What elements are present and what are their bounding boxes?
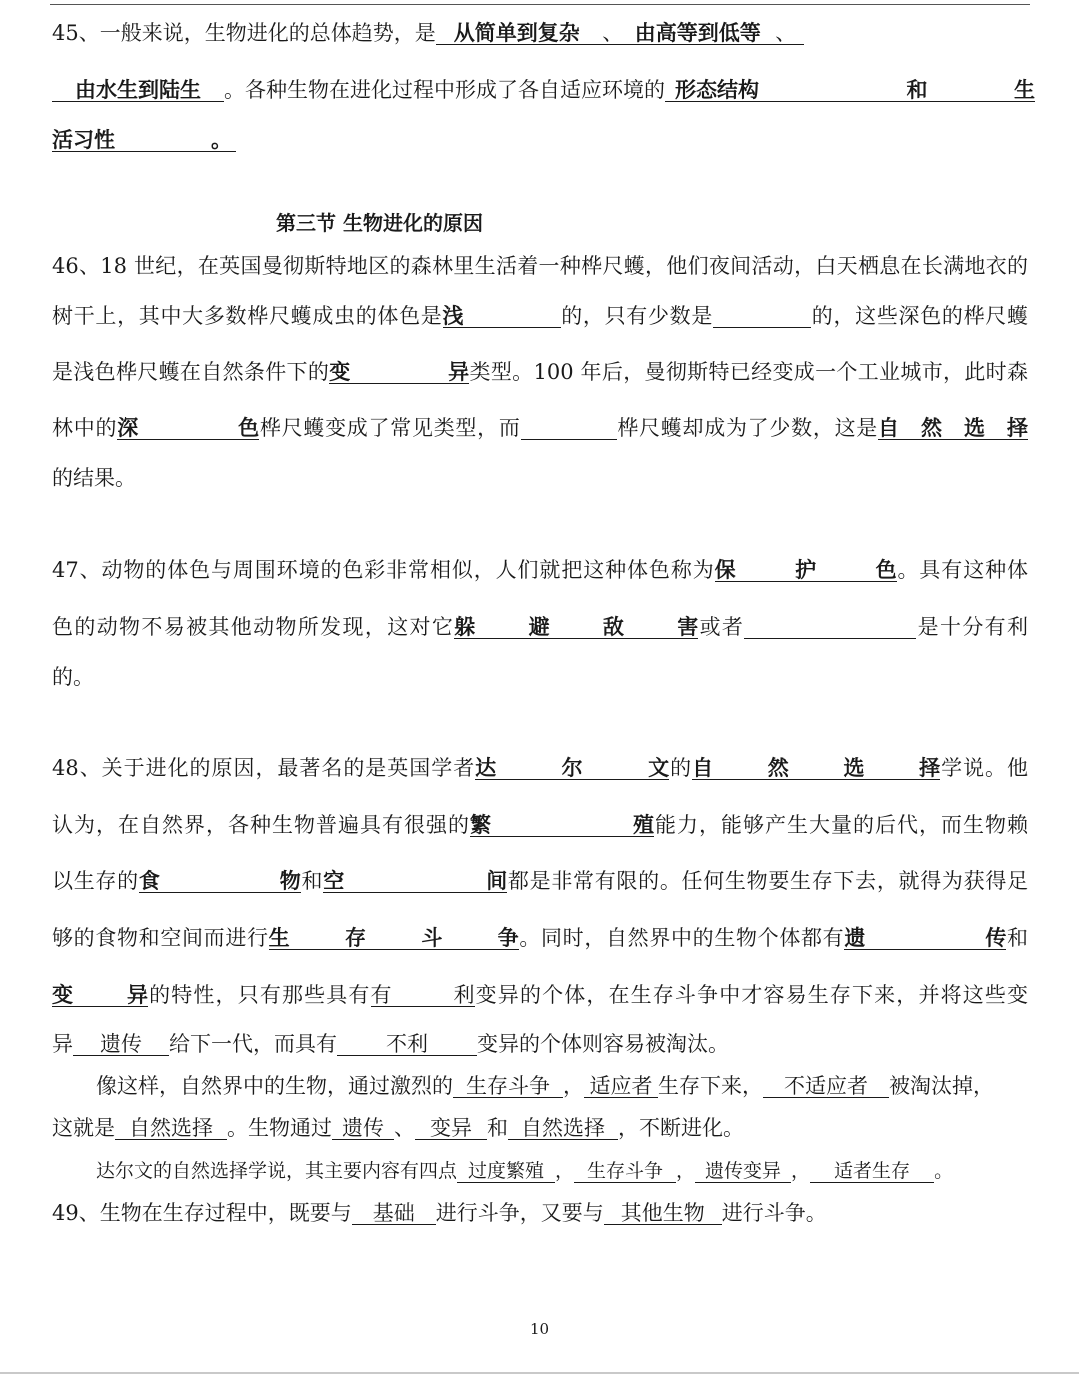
q48-text-9e: 。 — [934, 1160, 954, 1182]
q47-text-2b: 或者 — [698, 615, 745, 639]
q48-answer-12: 生存斗争 — [453, 1075, 563, 1098]
q48-answer-18: 自然选择 — [508, 1117, 618, 1140]
q46-answer-3: 深色 — [117, 416, 260, 440]
q45-he: 和 — [867, 79, 967, 102]
q46-text-3a: 是浅色桦尺蠖在自然条件下的 — [52, 360, 330, 384]
q48-text-3a: 以生存的 — [52, 869, 139, 893]
q48-answer-9: 有利 — [370, 983, 475, 1007]
q48-line-9 — [96, 1156, 1028, 1186]
q48-answer-5: 空间 — [323, 869, 508, 893]
q48-text-3c: 都是非常有限的。任何生物要生存下去，就得为获得足 — [507, 869, 1029, 893]
bottom-edge — [0, 1372, 1079, 1374]
q48-text-5a: 的特性，只有那些具有 — [148, 983, 371, 1007]
q48-answer-8: 变异 — [52, 983, 148, 1007]
q48-line-7 — [96, 1071, 1028, 1101]
q48-answer-15: 自然选择 — [115, 1117, 227, 1140]
q47-line-3: 的。 — [52, 665, 94, 689]
q45-answer-1: 从简单到复杂 — [436, 22, 598, 45]
q46-text-2b: 的，只有少数是 — [560, 304, 714, 328]
q49-line-1 — [52, 1198, 1028, 1228]
q45-sep-1: 、 — [598, 22, 628, 45]
q45-line-1 — [52, 18, 1028, 48]
q45-answer-2: 由高等到低等 — [628, 22, 768, 45]
q47-line-1 — [52, 555, 1028, 585]
q45-text-2: 。各种生物在进化过程中形成了各自适应环境的 — [224, 78, 665, 102]
q48-answer-19: 过度繁殖 — [457, 1160, 555, 1183]
q48-answer-17: 变异 — [415, 1117, 487, 1140]
q48-line-6 — [52, 1029, 1028, 1059]
q48-text-8a: 这就是 — [52, 1116, 115, 1140]
q46-text-2c: 的，这些深色的桦尺蠖 — [811, 304, 1029, 328]
q48-text-4a: 够的食物和空间而进行 — [52, 926, 269, 950]
q45-line-3 — [52, 125, 1028, 155]
q48-text-7c: 生存下来， — [658, 1074, 763, 1098]
q46-line-5: 的结果。 — [52, 466, 136, 490]
q48-answer-21: 遗传变异 — [695, 1160, 791, 1183]
q46-text-4c: 桦尺蠖却成为了少数，这是 — [616, 416, 879, 440]
q48-line-1 — [52, 753, 1028, 783]
q47-text-2a: 色的动物不易被其他动物所发现，这对它 — [52, 615, 455, 639]
q48-text-5b: 变异的个体，在生存斗争中才容易生存下来，并将这些变 — [474, 983, 1029, 1007]
q48-answer-2: 自然选择 — [692, 756, 941, 780]
page-number: 10 — [529, 1320, 550, 1338]
q45-end: 。 — [211, 128, 232, 152]
q45-answer-3: 由水生到陆生 — [52, 79, 224, 102]
q48-answer-20: 生存斗争 — [574, 1160, 676, 1183]
q46-line-3 — [52, 357, 1028, 387]
q48-answer-10: 遗传 — [73, 1033, 169, 1056]
q46-line-2 — [52, 301, 1028, 331]
q48-text-6b: 给下一代，而具有 — [169, 1032, 337, 1056]
q48-answer-16: 遗传 — [332, 1117, 394, 1140]
q48-text-8c: 、 — [394, 1116, 415, 1140]
q48-text-3b: 和 — [300, 869, 324, 893]
q48-answer-1: 达尔文 — [475, 756, 670, 780]
q48-text-1a: 48、关于进化的原因，最著名的是英国学者 — [52, 756, 476, 780]
q48-text-1c: 学说。他 — [940, 756, 1029, 780]
q48-answer-7: 遗传 — [844, 926, 1007, 950]
q48-text-4b: 。同时，自然界中的生物个体都有 — [518, 926, 845, 950]
q45-answer-5b — [52, 129, 236, 152]
q48-line-2 — [52, 810, 1028, 840]
q48-text-8d: 和 — [487, 1116, 508, 1140]
q48-text-6a: 异 — [52, 1032, 73, 1056]
q48-answer-4: 食物 — [138, 869, 301, 893]
q48-text-8e: ，不断进化。 — [618, 1116, 744, 1140]
q45-text-1: 45、一般来说，生物进化的总体趋势，是 — [52, 21, 436, 45]
q48-answer-3: 繁殖 — [470, 813, 654, 837]
q48-text-9a: 达尔文的自然选择学说，其主要内容有四点 — [96, 1160, 458, 1182]
q46-text-4b: 桦尺蠖变成了常见类型，而 — [259, 416, 521, 440]
q46-answer-1: 浅 — [443, 305, 561, 328]
q46-text-2a: 树干上，其中大多数桦尺蠖成虫的体色是 — [52, 304, 443, 328]
q48-text-8b: 。生物通过 — [227, 1116, 332, 1140]
q48-answer-22: 适者生存 — [810, 1160, 934, 1183]
q49-text-1a: 49、生物在生存过程中，既要与 — [52, 1201, 352, 1225]
q48-text-2b: 能力，能够产生大量的后代，而生物赖 — [654, 813, 1028, 837]
q48-text-1b: 的 — [669, 756, 693, 780]
q48-line-5 — [52, 980, 1028, 1010]
q48-text-7a: 像这样，自然界中的生物，通过激烈的 — [96, 1074, 453, 1098]
q45-line-2 — [52, 75, 1035, 105]
q47-text-1a: 47、动物的体色与周围环境的色彩非常相似，人们就把这种体色称为 — [52, 558, 715, 582]
q46-blank-1 — [713, 305, 811, 328]
q45-answer-4: 形态结构 — [665, 79, 867, 102]
q46-line-4 — [52, 413, 1028, 443]
q48-line-8 — [52, 1113, 1028, 1143]
section-heading: 第三节 生物进化的原因 — [276, 211, 483, 235]
q46-text-3b: 类型。100 年后，曼彻斯特已经变成一个工业城市，此时森 — [469, 360, 1028, 384]
q49-answer-1: 基础 — [352, 1202, 436, 1225]
q46-answer-4: 自然选择 — [878, 416, 1029, 440]
q47-line-2 — [52, 612, 1028, 642]
q48-text-7b: ， — [563, 1074, 584, 1098]
q48-line-4 — [52, 923, 1028, 953]
q48-answer-14: 不适应者 — [763, 1075, 889, 1098]
q48-text-9d: ， — [791, 1160, 811, 1182]
q47-answer-1: 保护色 — [714, 558, 897, 582]
q48-text-6c: 变异的个体则容易被淘汰。 — [477, 1032, 729, 1056]
q49-text-1c: 进行斗争。 — [721, 1201, 827, 1225]
q47-text-1b: 。具有这种体 — [896, 558, 1028, 582]
q49-text-1b: 进行斗争，又要与 — [435, 1201, 604, 1225]
top-rule — [50, 4, 1030, 5]
q46-blank-2 — [521, 417, 617, 440]
q45-sep-2: 、 — [768, 22, 804, 45]
q45-answer-5b-text: 活习性 — [52, 128, 115, 152]
q48-text-4c: 和 — [1006, 926, 1029, 950]
q47-answer-2: 躲避敌害 — [454, 615, 699, 639]
q48-answer-6: 生存斗争 — [268, 926, 519, 950]
q48-text-9b: ， — [555, 1160, 575, 1182]
q48-answer-13: 适应者 — [584, 1075, 658, 1098]
q48-answer-11: 不利 — [337, 1033, 477, 1056]
q46-line-1: 46、18 世纪，在英国曼彻斯特地区的森林里生活着一种桦尺蠖，他们夜间活动，白天栖息在长满地衣的 — [52, 254, 1028, 278]
q47-blank-1 — [744, 616, 916, 639]
q46-text-4a: 林中的 — [52, 416, 118, 440]
q46-answer-2: 变异 — [329, 360, 470, 384]
q49-answer-2: 其他生物 — [604, 1202, 722, 1225]
q47-text-2c: 是十分有利 — [916, 615, 1029, 639]
q48-line-3 — [52, 866, 1028, 896]
q48-text-7d: 被淘汰掉， — [889, 1074, 994, 1098]
q45-answer-5a: 生 — [967, 79, 1035, 102]
q48-text-2a: 认为，在自然界，各种生物普遍具有很强的 — [52, 813, 470, 837]
q48-text-9c: ， — [676, 1160, 696, 1182]
